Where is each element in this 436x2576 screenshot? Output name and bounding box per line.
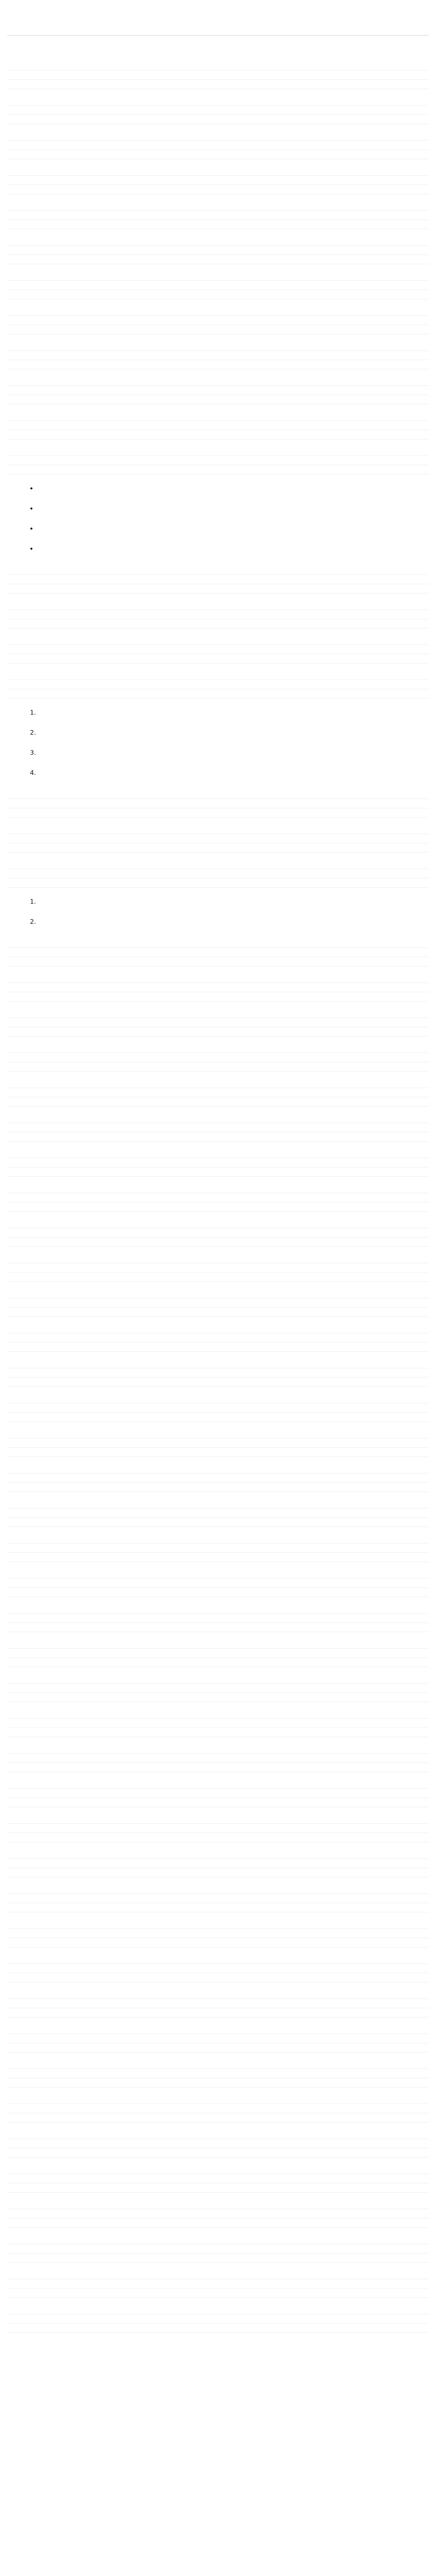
paragraph bbox=[7, 1817, 429, 1846]
paragraph bbox=[7, 414, 429, 444]
list-item bbox=[38, 768, 429, 787]
numbered-list bbox=[7, 708, 429, 787]
paragraph bbox=[7, 1852, 429, 1882]
paragraph bbox=[7, 1922, 429, 1952]
paragraph bbox=[7, 1011, 429, 1041]
paragraph bbox=[7, 827, 429, 857]
paragraph-group bbox=[7, 568, 429, 703]
paragraph bbox=[7, 1676, 429, 1706]
list-item bbox=[38, 748, 429, 767]
list-item bbox=[38, 708, 429, 726]
paragraph bbox=[7, 1641, 429, 1671]
paragraph bbox=[7, 1326, 429, 1356]
document-author bbox=[7, 50, 429, 59]
paragraph-group bbox=[7, 941, 429, 2337]
paragraph bbox=[7, 1711, 429, 1741]
document-title bbox=[7, 5, 429, 36]
paragraph bbox=[7, 1606, 429, 1636]
paragraph bbox=[7, 2202, 429, 2232]
paragraph bbox=[7, 2097, 429, 2127]
list-item bbox=[38, 728, 429, 747]
paragraph bbox=[7, 98, 429, 128]
list-item bbox=[38, 917, 429, 936]
paragraph bbox=[7, 133, 429, 163]
paragraph bbox=[7, 1256, 429, 1286]
paragraph bbox=[7, 274, 429, 303]
paragraph bbox=[7, 792, 429, 822]
paragraph bbox=[7, 1046, 429, 1076]
list-item bbox=[38, 504, 429, 522]
paragraph bbox=[7, 568, 429, 598]
paragraph bbox=[7, 1992, 429, 2022]
paragraph bbox=[7, 2062, 429, 2092]
paragraph bbox=[7, 941, 429, 971]
paragraph bbox=[7, 344, 429, 374]
paragraph bbox=[7, 2307, 429, 2337]
paragraph bbox=[7, 1536, 429, 1566]
document-subtitle bbox=[7, 40, 429, 48]
paragraph bbox=[7, 2272, 429, 2302]
paragraph bbox=[7, 1221, 429, 1251]
paragraph bbox=[7, 862, 429, 892]
numbered-list bbox=[7, 897, 429, 936]
paragraph bbox=[7, 2027, 429, 2057]
paragraph bbox=[7, 2237, 429, 2267]
paragraph bbox=[7, 1361, 429, 1391]
paragraph bbox=[7, 1431, 429, 1461]
paragraph bbox=[7, 976, 429, 1006]
paragraph bbox=[7, 1186, 429, 1216]
paragraph bbox=[7, 1116, 429, 1146]
paragraph bbox=[7, 1466, 429, 1496]
paragraph bbox=[7, 168, 429, 198]
paragraph bbox=[7, 603, 429, 633]
list-item bbox=[38, 544, 429, 563]
document-body bbox=[7, 63, 429, 2337]
paragraph bbox=[7, 2132, 429, 2162]
paragraph bbox=[7, 1151, 429, 1181]
paragraph bbox=[7, 1501, 429, 1531]
paragraph-group bbox=[7, 63, 429, 479]
paragraph bbox=[7, 1747, 429, 1776]
list-item bbox=[38, 897, 429, 916]
list-item bbox=[38, 484, 429, 502]
paragraph bbox=[7, 63, 429, 93]
paragraph bbox=[7, 1291, 429, 1321]
paragraph bbox=[7, 204, 429, 233]
paragraph bbox=[7, 1571, 429, 1601]
paragraph bbox=[7, 309, 429, 338]
bulleted-list bbox=[7, 484, 429, 563]
paragraph bbox=[7, 449, 429, 479]
paragraph bbox=[7, 673, 429, 703]
paragraph bbox=[7, 638, 429, 668]
list-item bbox=[38, 524, 429, 543]
paragraph bbox=[7, 379, 429, 409]
paragraph bbox=[7, 1957, 429, 1987]
paragraph bbox=[7, 1887, 429, 1917]
paragraph bbox=[7, 1396, 429, 1426]
paragraph bbox=[7, 2167, 429, 2197]
paragraph-group bbox=[7, 792, 429, 892]
paragraph bbox=[7, 239, 429, 268]
paragraph bbox=[7, 1782, 429, 1811]
paragraph bbox=[7, 1081, 429, 1111]
